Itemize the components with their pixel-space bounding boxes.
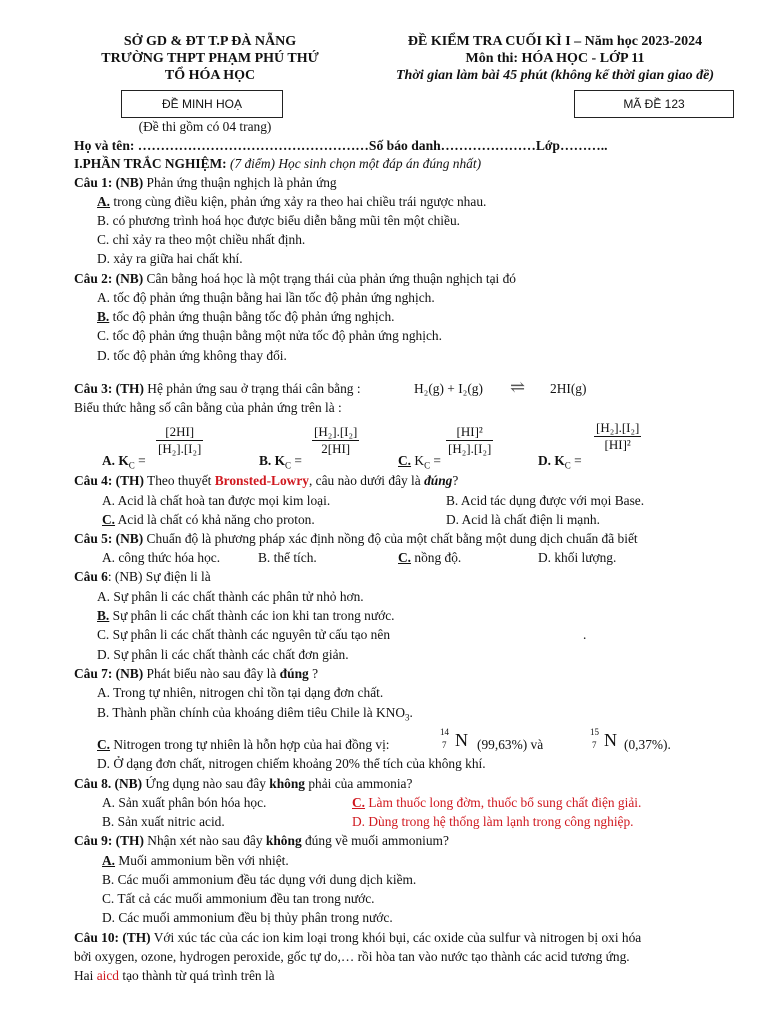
q2-label: Câu 2: (NB) <box>74 271 144 286</box>
q8-text-before: Ứng dụng nào sau đây <box>142 776 270 791</box>
q5-text: Chuẩn độ là phương pháp xác định nồng độ của một chất bằng một dung dịch chuẩn đã biết <box>143 531 638 546</box>
exam-type-label: ĐỀ MINH HOẠ <box>161 97 242 111</box>
q3-a-eq: = <box>134 453 146 468</box>
q7-label: Câu 7: (NB) <box>74 666 144 681</box>
exam-title: ĐỀ KIỂM TRA CUỐI KÌ I – Năm học 2023-2024 <box>407 34 703 49</box>
q3-d-fraction <box>594 420 641 453</box>
q7-option-c[interactable] <box>97 737 390 753</box>
q3-a-sub: C <box>128 460 135 471</box>
q9-option-c[interactable]: C. Tất cả các muối ammonium đều tan trong nước. <box>102 891 375 906</box>
q7-b-text: B. Thành phần chính của khoáng diêm tiêu Chile là KNO <box>97 705 406 720</box>
q3-equation-right: 2HI(g) <box>550 381 587 396</box>
q3-d-denominator: [HI]² <box>594 436 641 453</box>
q7-text-end: ? <box>308 666 319 681</box>
q3-a-fraction <box>156 424 203 457</box>
q6-b-letter: B. <box>97 608 110 623</box>
q5-option-d[interactable]: D. khối lượng. <box>538 550 617 565</box>
q10-line3-after: tạo thành từ quá trình trên là <box>119 968 275 983</box>
q7-option-d[interactable]: D. Ở dạng đơn chất, nitrogen chiếm khoảng 20% thể tích của không khí. <box>97 756 486 771</box>
q4-option-c[interactable] <box>102 512 315 528</box>
q9-text-end: đúng về muối ammonium? <box>301 833 449 848</box>
question-2 <box>74 271 516 287</box>
q1-option-a[interactable] <box>97 194 486 210</box>
question-7 <box>74 666 318 682</box>
q3-option-b[interactable] <box>259 453 302 471</box>
question-6 <box>74 569 211 585</box>
q7-option-b[interactable] <box>97 705 413 723</box>
q7-iso1-pct: (99,63%) và <box>477 737 544 752</box>
q3-a-numerator: [2HI] <box>165 424 195 439</box>
question-9 <box>74 833 449 849</box>
q3-prompt: Biểu thức hằng số cân bằng của phản ứng trên là : <box>74 400 342 415</box>
q5-option-c[interactable] <box>398 550 461 566</box>
q4-c-text: Acid là chất có khả năng cho proton. <box>115 512 315 527</box>
q4-option-a[interactable]: A. Acid là chất hoà tan được mọi kim loại. <box>102 493 331 508</box>
q3-c-denominator: [H₂].[I₂] <box>448 441 492 456</box>
q6-text: : (NB) Sự điện li là <box>107 569 211 584</box>
exam-type-box <box>121 90 283 118</box>
q1-label: Câu 1: (NB) <box>74 175 144 190</box>
q8-option-b[interactable]: B. Sản xuất nitric acid. <box>102 814 225 829</box>
q4-text-end: ? <box>452 473 459 488</box>
q1-a-letter: A. <box>97 194 111 209</box>
q3-c-sub: C <box>424 460 431 471</box>
section-heading <box>74 156 481 172</box>
q4-label: Câu 4: (TH) <box>74 473 144 488</box>
q9-label: Câu 9: (TH) <box>74 833 144 848</box>
q6-option-d[interactable]: D. Sự phân li các chất thành các chất đơn giản. <box>97 647 349 662</box>
student-info-line[interactable]: Họ và tên: ……………………………………………Số báo danh…………………Lớp……….. <box>74 138 608 153</box>
q6-option-a[interactable]: A. Sự phân li các chất thành các phân tử nhỏ hơn. <box>97 589 364 604</box>
question-5 <box>74 531 638 547</box>
q3-d-sub: C <box>564 460 571 471</box>
q3-c-fraction <box>446 424 493 457</box>
school-department: SỞ GD & ĐT T.P ĐÀ NẴNG <box>123 34 297 49</box>
q3-equation-left: H₂(g) + I₂(g) <box>414 381 483 396</box>
q4-text-after: , câu nào dưới đây là <box>308 473 425 488</box>
question-10 <box>74 930 641 946</box>
exam-time: Thời gian làm bài 45 phút (không kể thời gian giao đề) <box>395 68 714 83</box>
q7-text-bold: đúng <box>279 666 309 681</box>
q3-b-numerator: [H₂].[I₂] <box>314 424 358 439</box>
q3-b-sub: C <box>285 460 292 471</box>
q8-c-letter: C. <box>352 795 366 810</box>
q10-line3-red: aicd <box>96 968 119 983</box>
q6-label: Câu 6 <box>74 569 108 584</box>
q7-option-a[interactable]: A. Trong tự nhiên, nitrogen chỉ tồn tại dạng đơn chất. <box>97 685 384 700</box>
q10-line3-before: Hai <box>74 968 97 983</box>
q1-a-text: trong cùng điều kiện, phản ứng xảy ra theo hai chiều trái ngược nhau. <box>110 194 487 209</box>
q3-option-a[interactable] <box>102 453 146 471</box>
q1-option-c[interactable]: C. chỉ xảy ra theo một chiều nhất định. <box>97 232 306 247</box>
q3-option-d[interactable] <box>538 453 582 471</box>
q2-b-letter: B. <box>97 309 110 324</box>
q8-option-c[interactable] <box>352 795 641 811</box>
q4-text-red: Bronsted-Lowry <box>214 473 309 488</box>
section-title: I.PHẦN TRẮC NGHIỆM: <box>74 156 230 171</box>
q7-iso2-symbol: N <box>604 730 617 750</box>
q5-c-letter: C. <box>398 550 412 565</box>
q7-b-sub: 3 <box>405 712 410 723</box>
q6-option-c-dot: . <box>583 627 587 642</box>
q8-text-bold: không <box>269 776 305 791</box>
q1-option-b[interactable]: B. có phương trình hoá học được biểu diễn bằng mũi tên một chiều. <box>97 213 460 228</box>
q8-label: Câu 8. (NB) <box>74 776 143 791</box>
q2-option-c[interactable]: C. tốc độ phản ứng thuận bằng một nửa tốc độ phản ứng nghịch. <box>97 328 442 343</box>
q7-iso2-z: 7 <box>592 740 597 750</box>
q2-option-b[interactable] <box>97 309 395 325</box>
q7-text-before: Phát biểu nào sau đây là <box>143 666 280 681</box>
question-8 <box>74 776 412 792</box>
q7-iso2-pct: (0,37%). <box>624 737 671 752</box>
q3-c-numerator: [HI]² <box>456 424 483 439</box>
q3-equilibrium-arrow: ⇌ <box>510 377 526 397</box>
q3-b-denominator: 2[HI] <box>312 440 359 457</box>
q3-option-c[interactable] <box>398 453 441 471</box>
q3-d-eq: = <box>570 453 582 468</box>
q9-option-a[interactable] <box>102 853 289 869</box>
question-4 <box>74 473 458 489</box>
q4-option-d[interactable]: D. Acid là chất điện li mạnh. <box>446 512 600 527</box>
q10-text: Với xúc tác của các ion kim loại trong khói bụi, các oxide của sulfur và nitrogen bị oxi hóa <box>150 930 642 945</box>
q9-a-letter: A. <box>102 853 116 868</box>
q3-d-numerator: [H₂].[I₂] <box>596 420 640 435</box>
q7-iso1-mass: 14 <box>440 727 449 737</box>
q7-iso2-mass: 15 <box>590 727 599 737</box>
question-1 <box>74 175 337 191</box>
exam-subject: Môn thi: HÓA HỌC - LỚP 11 <box>465 51 645 66</box>
school-group: TỔ HÓA HỌC <box>164 68 256 83</box>
question-3 <box>74 381 361 397</box>
q2-text: Cân bằng hoá học là một trạng thái của phản ứng thuận nghịch tại đó <box>143 271 516 286</box>
q3-label: Câu 3: (TH) <box>74 381 144 396</box>
q3-b-eq: = <box>291 453 302 468</box>
q2-b-text: tốc độ phản ứng thuận bằng tốc độ phản ứng nghịch. <box>109 309 395 324</box>
q9-option-b[interactable]: B. Các muối ammonium đều tác dụng với dung dịch kiềm. <box>102 872 417 887</box>
q4-text-before: Theo thuyết <box>143 473 215 488</box>
exam-code-box <box>574 90 734 118</box>
q7-c-letter: C. <box>97 737 111 752</box>
q8-option-d[interactable]: D. Dùng trong hệ thống làm lạnh trong công nghiệp. <box>352 814 634 829</box>
q7-c-text: Nitrogen trong tự nhiên là hỗn hợp của hai đồng vị: <box>110 737 390 752</box>
q9-option-d[interactable]: D. Các muối ammonium đều bị thủy phân trong nước. <box>102 910 393 925</box>
q6-b-text: Sự phân li các chất thành các ion khi tan trong nước. <box>109 608 395 623</box>
q3-c-letter: C. <box>398 453 412 468</box>
exam-code-label: MÃ ĐỀ 123 <box>623 97 685 111</box>
q2-option-d[interactable]: D. tốc độ phản ứng không thay đổi. <box>97 348 287 363</box>
q4-text-bold: đúng <box>424 473 453 488</box>
q5-option-a[interactable]: A. công thức hóa học. <box>102 550 221 565</box>
q3-a-letter: A. K <box>102 453 129 468</box>
q4-option-b[interactable]: B. Acid tác dụng được với mọi Base. <box>446 493 645 508</box>
q1-text: Phản ứng thuận nghịch là phản ứng <box>143 175 337 190</box>
q10-label: Câu 10: (TH) <box>74 930 151 945</box>
q7-b-end: . <box>409 705 413 720</box>
q8-text-end: phải của ammonia? <box>304 776 413 791</box>
q2-option-a[interactable]: A. tốc độ phản ứng thuận bằng hai lần tốc độ phản ứng nghịch. <box>97 290 435 305</box>
pages-note: (Đề thi gồm có 04 trang) <box>138 119 272 134</box>
q3-d-letter: D. K <box>538 453 565 468</box>
section-note: (7 điểm) Học sinh chọn một đáp án đúng nhất) <box>229 156 482 171</box>
q5-option-b[interactable]: B. thể tích. <box>258 550 317 565</box>
q4-c-letter: C. <box>102 512 116 527</box>
q9-a-text: Muối ammonium bền với nhiệt. <box>115 853 289 868</box>
q3-b-fraction <box>312 424 359 457</box>
q1-option-d[interactable]: D. xảy ra giữa hai chất khí. <box>97 251 243 266</box>
q8-option-a[interactable]: A. Sản xuất phân bón hóa học. <box>102 795 267 810</box>
q3-c-k: K <box>411 453 425 468</box>
q7-iso1-symbol: N <box>455 730 468 750</box>
q3-a-denominator: [H₂].[I₂] <box>158 441 202 456</box>
q3-c-eq: = <box>430 453 441 468</box>
q9-text-before: Nhận xét nào sau đây <box>143 833 266 848</box>
q5-label: Câu 5: (NB) <box>74 531 144 546</box>
q5-c-text: nồng độ. <box>411 550 462 565</box>
q3-text: Hệ phản ứng sau ở trạng thái cân bằng : <box>143 381 361 396</box>
q9-text-bold: không <box>265 833 302 848</box>
school-name: TRƯỜNG THPT PHẠM PHÚ THỨ <box>101 51 319 66</box>
q10-line-2: bởi oxygen, ozone, hydrogen peroxide, gốc tự do,… rồi hòa tan vào nước tạo thành các acid tương ứng. <box>74 949 630 964</box>
q6-option-b[interactable] <box>97 608 395 624</box>
q8-c-text: Làm thuốc long đờm, thuốc bổ sung chất điện giải. <box>365 795 642 810</box>
q3-b-letter: B. K <box>259 453 286 468</box>
q7-iso1-z: 7 <box>442 740 447 750</box>
q10-line-3 <box>74 968 275 984</box>
q6-option-c[interactable]: C. Sự phân li các chất thành các nguyên tử cấu tạo nên <box>97 627 391 642</box>
